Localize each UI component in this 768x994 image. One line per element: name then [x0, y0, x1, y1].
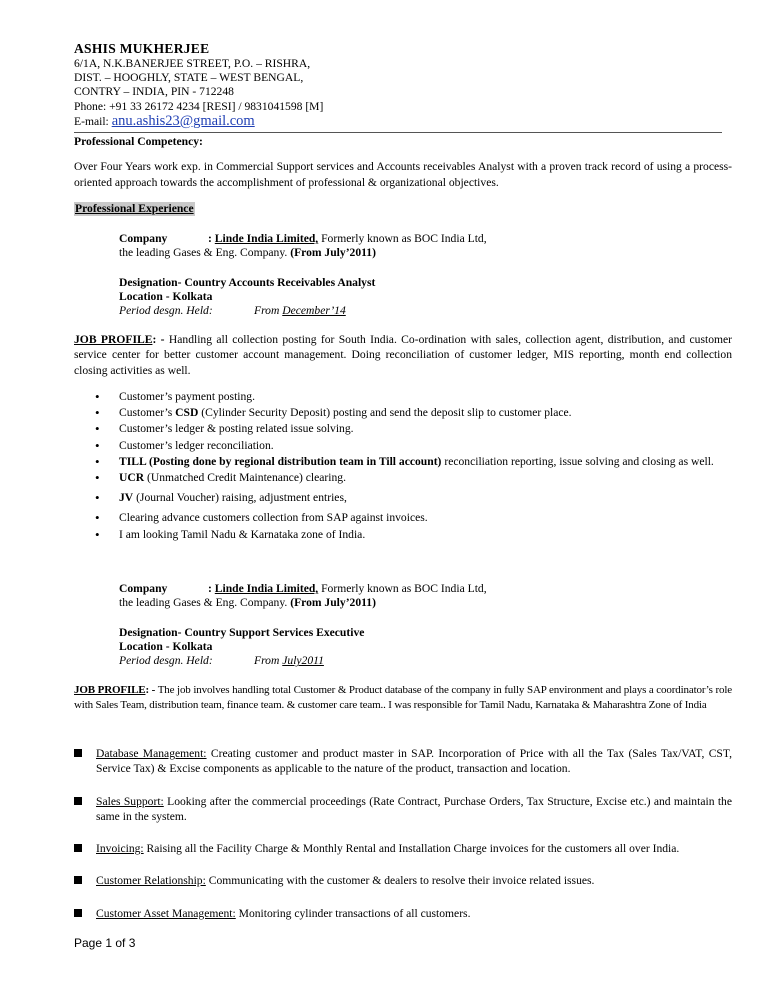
- list-item: Sales Support: Looking after the commercial proceedings (Rate Contract, Purchase Orders, Tax Structure, Excise etc.) and maintain the same in the system.: [74, 794, 732, 825]
- list-item: Invoicing: Raising all the Facility Charge & Monthly Rental and Installation Charge invoices for the customers all over India.: [74, 841, 732, 856]
- square-bullet-icon: [74, 909, 82, 917]
- bullet-icon: •: [95, 453, 100, 469]
- job1-profile-text: Handling all collection posting for South India. Co-ordination with sales, collection agent, distribution, and customer service center for better customer account management. Doing reconciliation of customer ledger, MIS reporting, month end collection closing activities as well.: [74, 333, 733, 377]
- job2-designation: Designation- Country Support Services Executive: [119, 626, 365, 639]
- page-number: Page 1 of 3: [74, 936, 136, 950]
- job2-company-from: (From July’2011): [290, 596, 376, 610]
- job1-designation-block: [119, 276, 719, 319]
- job2-period-from: From: [254, 654, 280, 668]
- job2-company-rest: Formerly known as BOC India Ltd,: [321, 582, 487, 595]
- email-link[interactable]: anu.ashis23@gmail.com: [111, 112, 255, 129]
- job2-period-date: July2011: [282, 654, 324, 668]
- square-bullet-icon: [74, 749, 82, 757]
- job1-company-name: Linde India Limited,: [214, 232, 319, 245]
- job2-profile-text: The job involves handling total Customer & Product database of the company in fully SAP environment and plays a coordinator’s role with Sales Team, distribution team, finance team. & customer care team.. I was responsible for Tamil Nadu, Karnataka & Maharashtra Zone of India: [74, 684, 732, 711]
- bullet-icon: •: [95, 510, 100, 526]
- bullet-icon: •: [95, 421, 100, 437]
- bullet-icon: •: [95, 470, 100, 486]
- job1-profile-sep: : -: [152, 333, 165, 346]
- job1-company-line2: the leading Gases & Eng. Company.: [119, 246, 288, 260]
- square-bullet-icon: [74, 797, 82, 805]
- job2-company-line2: the leading Gases & Eng. Company.: [119, 596, 288, 610]
- job2-location: Location - Kolkata: [119, 640, 213, 654]
- job1-company-rest: Formerly known as BOC India Ltd,: [321, 232, 487, 245]
- list-item: • TILL (Posting done by regional distribution team in Till account) reconciliation reporting, issue solving and closing as well.: [95, 453, 714, 469]
- email-line: [74, 114, 734, 129]
- job1-period-label: Period desgn. Held:: [119, 304, 213, 318]
- job1-period-from: From: [254, 304, 280, 318]
- list-item: • I am looking Tamil Nadu & Karnataka zone of India.: [95, 526, 366, 542]
- list-item: • JV (Journal Voucher) raising, adjustment entries,: [95, 490, 347, 506]
- list-item: • Customer’s ledger & posting related issue solving.: [95, 421, 354, 437]
- address-line-1: 6/1A, N.K.BANERJEE STREET, P.O. – RISHRA,: [74, 57, 311, 70]
- square-bullet-icon: [74, 844, 82, 852]
- job1-profile-label: JOB PROFILE: [74, 333, 153, 346]
- contact-header: [74, 41, 734, 129]
- job1-company-label: Company: [119, 232, 168, 245]
- job1-location: Location - Kolkata: [119, 290, 213, 304]
- competency-heading: Professional Competency:: [74, 135, 203, 148]
- job2-profile-sep: : -: [145, 684, 156, 696]
- job2-company-block: [119, 582, 719, 610]
- job1-designation: Designation- Country Accounts Receivables Analyst: [119, 276, 376, 289]
- job1-company-sep: :: [208, 232, 212, 245]
- job1-company-block: [119, 232, 719, 260]
- square-bullet-icon: [74, 876, 82, 884]
- job2-designation-block: [119, 626, 719, 669]
- phone-line: Phone: +91 33 26172 4234 [RESI] / 9831041598 [M]: [74, 99, 324, 113]
- list-item: • Customer’s CSD (Cylinder Security Deposit) posting and send the deposit slip to customer place.: [95, 405, 572, 421]
- bullet-icon: •: [95, 526, 100, 542]
- list-item: • Customer’s ledger reconciliation.: [95, 437, 274, 453]
- job2-profile-label: JOB PROFILE: [74, 684, 146, 696]
- list-item: Customer Asset Management: Monitoring cylinder transactions of all customers.: [74, 906, 732, 921]
- job1-period-date: December’14: [282, 304, 346, 318]
- job2-responsibility-list: [74, 746, 732, 921]
- list-item: • Customer’s payment posting.: [95, 389, 256, 404]
- bullet-icon: •: [95, 389, 100, 404]
- job1-profile: [74, 332, 732, 378]
- list-item: • UCR (Unmatched Credit Maintenance) clearing.: [95, 470, 346, 486]
- bullet-icon: •: [95, 437, 100, 453]
- experience-heading: Professional Experience: [75, 202, 194, 215]
- bullet-icon: •: [95, 405, 100, 421]
- list-item: • Clearing advance customers collection from SAP against invoices.: [95, 510, 428, 526]
- job2-company-label: Company: [119, 582, 168, 595]
- job2-profile: [74, 683, 732, 713]
- email-label: E-mail:: [74, 114, 109, 128]
- bullet-icon: •: [95, 490, 100, 506]
- job2-period-label: Period desgn. Held:: [119, 654, 213, 668]
- header-divider: [74, 132, 722, 133]
- job1-company-from: (From July’2011): [290, 246, 376, 260]
- list-item: Database Management: Creating customer and product master in SAP. Incorporation of Price with all the Tax (Sales Tax/VAT, CST, Service Tax) & Excise components as applicable to the nature of the product, transaction and location.: [74, 746, 732, 777]
- competency-text: Over Four Years work exp. in Commercial Support services and Accounts receivables Analyst with a proven track record of using a process-oriented approach towards the accomplishment of professional & organizational objectives.: [74, 160, 732, 189]
- candidate-name: ASHIS MUKHERJEE: [74, 41, 210, 56]
- job1-bullet-list: [95, 390, 730, 542]
- address-line-2: DIST. – HOOGHLY, STATE – WEST BENGAL,: [74, 71, 304, 85]
- job2-company-sep: :: [208, 582, 212, 595]
- address-line-3: CONTRY – INDIA, PIN - 712248: [74, 85, 234, 99]
- job2-company-name: Linde India Limited,: [214, 582, 319, 595]
- list-item: Customer Relationship: Communicating with the customer & dealers to resolve their invoice related issues.: [74, 873, 732, 888]
